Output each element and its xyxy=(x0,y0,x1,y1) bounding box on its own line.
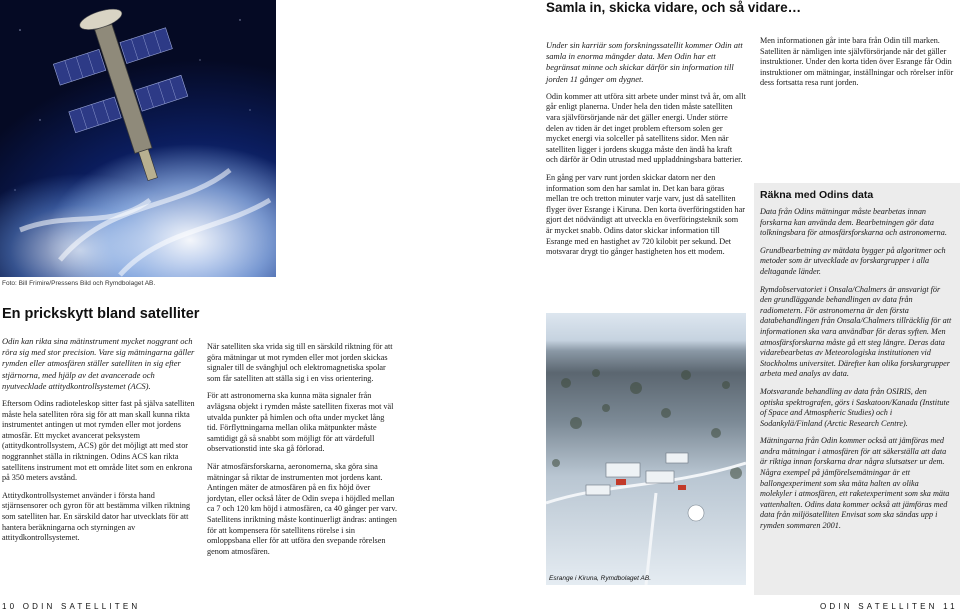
right-column-2 xyxy=(760,36,956,96)
right-column-1 xyxy=(546,40,746,265)
left-col2-paragraph-3: När atmosfärsforskarna, aeronomerna, ska göra sina mätningar så riktar de instrumenten mot jordens kant. Antingen mäter de atmosfären på en fix höjd över jordytan, eller också låter de Odin svepa i höjdled mellan ca 7 och 120 km höjd i atmosfären, ca 40 gånger per varv. Satellitens inriktning måste kontinuerligt ändras: antingen för att kompensera för satellitens rörelse i sin omloppsbana eller för att utföra den svepande rörelsen genom atmosfären. xyxy=(207,461,397,556)
right-col1-paragraph-1: Odin kommer att utföra sitt arbete under minst två år, om allt går enligt planerna. Under hela den tiden måste satelliten vara självförsörjande när det gäller energi. Under större delen av tiden är det inget problem eftersom solen ger mycket energi via solceller på satellitens sidor. Men när satelliten ligger i jordens skugga måste den ändå ha kraft och därför är Odin utrustad med uppladdningsbara batterier. xyxy=(546,91,746,165)
satellite-hero-image xyxy=(0,0,276,277)
left-column-1 xyxy=(2,336,200,551)
right-page-headline: Samla in, skicka vidare, och så vidare… xyxy=(546,0,802,15)
right-col1-paragraph-2: En gång per varv runt jorden skickar datorn ner den information som den har samlat in. Det kan bara göras mellan tre och tretton minuter varje varv, just då satelliten flyger över Esrange i Kiruna. Den korta överföringstiden har gjort det nödvändigt att utveckla en överföringsteknik som är mycket snabb. Odins dator skickar information till Esrange med en hastighet av 720 kilobit per sekund. Det motsvarar drygt tio gånger hastigheten hos ett modem. xyxy=(546,172,745,257)
left-col2-paragraph-2: För att astronomerna ska kunna mäta signaler från avlägsna objekt i rymden måste satelliten fixeras mot väl utvalda punkter på himlen och ofta under mycket lång tid. Förflyttningarna mellan olika mätpunkter måste samtidigt gå så snabbt som möjligt för att värdefull observationstid inte ska gå förlorad. xyxy=(207,391,394,454)
sidebar-paragraph-4: Motsvarande behandling av data från OSIRIS, den optiska spektrografen, görs i Saskatoon/Kanada (Institute of Space and Atmospheric Studies) och i Sodankylä/Finland (Arctic Research Centre). xyxy=(760,386,950,428)
image-credit: Foto: Bill Frimire/Pressens Bild och Rymdbolaget AB. xyxy=(2,280,156,287)
sidebar-paragraph-3: Rymdobservatoriet i Onsala/Chalmers är ansvarigt för den grundläggande behandlingen av data från radiometern. För astronomerna är den första databehandlingen från Onsala/Chalmers tillräcklig för att informationen ska vara användbar för deras syften. Men atmosfärsforskarna måste gå ett steg längre. Deras data vidarebearbetas av Meteorologiska institutionen vid Stockholms universitet. Därefter kan olika forskargrupper arbeta med analys av data. xyxy=(760,284,952,379)
esrange-winter-aerial-photo xyxy=(546,313,746,585)
left-col1-paragraph-2: Attitydkontrollsystemet använder i första hand stjärnsensorer och gyron för att bestämma vilken riktning som satelliten har. En särskild dator har utvecklats för att hantera beräkningarna och styrningen av attitydkontrollsystemet. xyxy=(2,490,191,543)
sidebar-title: Räkna med Odins data xyxy=(760,189,874,201)
esrange-photo xyxy=(546,313,746,585)
sidebar-text xyxy=(760,207,952,539)
left-col2-paragraph-1: När satelliten ska vrida sig till en särskild riktning för att göra mätningar ut mot rymden eller mot jorden skickas signaler till de svänghjul och elektromagnetiska spolar som får satelliten att ställa sig i en viss orientering. xyxy=(207,342,393,383)
right-col2-paragraph-1: Men informationen går inte bara från Odin till marken. Satelliten är nämligen inte självförsörjande när det gäller instruktioner. Under den korta tiden över Esrange får Odin instruktioner om mätningar, inställningar och rörelser inför dess fortsatta resa runt jorden. xyxy=(760,36,954,88)
left-column-2 xyxy=(207,342,397,564)
left-page-footer: 10 ODIN SATELLITEN xyxy=(2,602,141,611)
left-col1-paragraph-1: Eftersom Odins radioteleskop sitter fast på själva satelliten måste hela satelliten röra sig för att man skall kunna rikta instrumentet antingen ut mot rymden eller mot jordens atmosfär. Ett mycket avancerat peksystem (attitydkontrollsystem, ACS) gör det möjligt att med stor noggrannhet ställa in riktningen. Odins ACS kan rikta satellitens instrument mot ett område litet som en enkrona på 350 meters avstånd. xyxy=(2,399,195,483)
sidebar-paragraph-1: Data från Odins mätningar måste bearbetas innan forskarna kan använda dem. Bearbetningen gör data tolkningsbara för atmosfärsforskarna och astronomerna. xyxy=(760,207,947,238)
satellite-over-earth-image xyxy=(0,0,276,277)
left-intro: Odin kan rikta sina mätinstrument mycket noggrant och röra sig med stor precision. Vare sig mätningarna gäller rymden eller atmosfären ställer satelliten in sig efter stjärnorna, med hjälp av det avancerade och nyutvecklade attitydkontrollsystemet (ACS). xyxy=(2,336,195,391)
right-page-footer: ODIN SATELLITEN 11 xyxy=(820,602,958,611)
left-page-headline: En prickskytt bland satelliter xyxy=(2,306,200,322)
sidebar-paragraph-5: Mätningarna från Odin kommer också att jämföras med andra mätningar i atmosfären för att säkerställa att data är riktiga innan forskarna drar några slutsatser ur dem. Några exempel på jämförelsemätningar är ett ballongexperiment som ska mäta halten av olika molekyler i atmosfären, ett raketexperiment som ska mäta vattenhalten. Odins data kommer också att jämföras med data från miljösatelliten Envisat som ska sändas upp i rymden sommaren 2001. xyxy=(760,436,950,531)
sidebar-paragraph-2: Grundbearbetning av mätdata bygger på algoritmer och metoder som är utvecklade av forskargrupper i alla deltagande länder. xyxy=(760,245,946,276)
photo-caption: Esrange i Kiruna, Rymdbolaget AB. xyxy=(549,575,652,582)
right-intro: Under sin karriär som forskningssatellit kommer Odin att samla in enorma mängder data. Men Odin har ett begränsat minne och skickar därför sin information till jorden 11 gånger om dygnet. xyxy=(546,40,743,84)
